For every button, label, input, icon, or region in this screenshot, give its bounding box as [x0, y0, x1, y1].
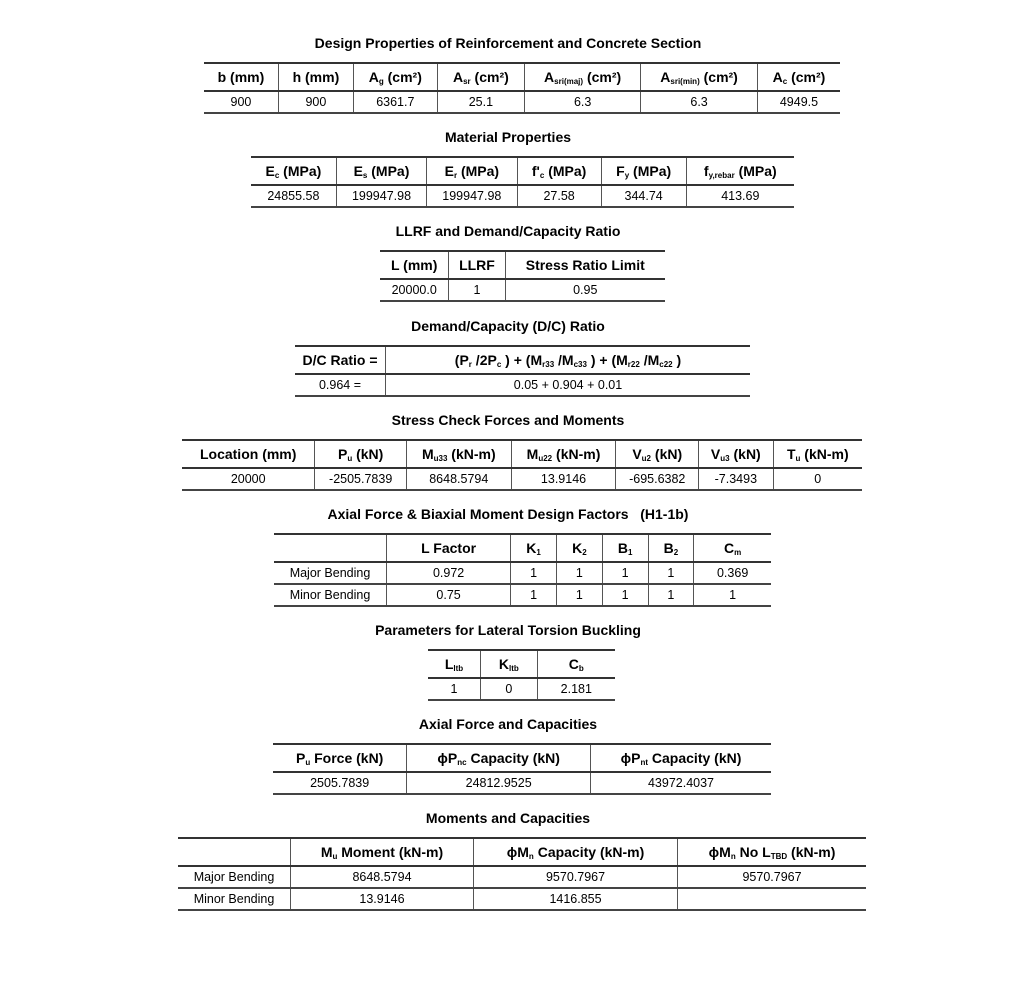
cell-pu-force: 2505.7839	[273, 772, 407, 794]
header-blank	[178, 838, 291, 866]
cell-er: 199947.98	[427, 185, 517, 207]
design-properties-title: Design Properties of Reinforcement and Concrete Section	[314, 35, 702, 51]
stress-check-table	[182, 439, 862, 491]
header-location: Location (mm)	[182, 440, 315, 468]
header-cb: $C_b$	[537, 650, 615, 678]
row-label: Minor Bending	[274, 584, 387, 606]
cell-mu33: 8648.5794	[406, 468, 511, 490]
header-mu22: $M_{u22}$ (kN-m)	[511, 440, 616, 468]
cell-b: 900	[204, 91, 278, 113]
cell-dc-formula: 0.05 + 0.904 + 0.01	[386, 374, 751, 396]
header-vu2: $V_{u2}$ (kN)	[616, 440, 699, 468]
header-l-factor: L Factor	[387, 534, 511, 562]
table-row	[182, 468, 862, 490]
cell-ec: 24855.58	[251, 185, 336, 207]
header-l: L (mm)	[380, 251, 449, 279]
header-ec: $E_c$ (MPa)	[251, 157, 336, 185]
cell-k2: 1	[556, 562, 602, 584]
axial-capacities-table	[273, 743, 771, 795]
cell-phi-mn: 9570.7967	[473, 866, 677, 888]
cell-cm: 1	[694, 584, 771, 606]
cell-ac: 4949.5	[757, 91, 840, 113]
header-k2: $K_2$	[556, 534, 602, 562]
header-phi-pnc: $\phi P_{nc}$ Capacity (kN)	[407, 744, 591, 772]
cell-l-factor: 0.75	[387, 584, 511, 606]
header-phi-mn-no-ltbd: $\phi M_n$ No $L_{TBD}$ (kN-m)	[678, 838, 866, 866]
axial-factors-title: Axial Force & Biaxial Moment Design Factors (H1-1b)	[327, 506, 689, 522]
header-stress-ratio-limit: Stress Ratio Limit	[505, 251, 665, 279]
cell-kltb: 0	[481, 678, 538, 700]
cell-b1: 1	[602, 562, 648, 584]
table-row	[251, 185, 794, 207]
cell-l: 20000.0	[380, 279, 449, 301]
header-fy: $F_y$ (MPa)	[601, 157, 686, 185]
cell-vu3: -7.3493	[699, 468, 773, 490]
header-mu33: $M_{u33}$ (kN-m)	[406, 440, 511, 468]
cell-b2: 1	[648, 584, 694, 606]
cell-fy-rebar: 413.69	[686, 185, 794, 207]
header-asr: $A_{sr}$ (cm²)	[437, 63, 524, 91]
cell-fc: 27.58	[517, 185, 601, 207]
header-kltb: $K_{ltb}$	[481, 650, 538, 678]
header-k1: $K_1$	[511, 534, 557, 562]
header-pu-force: $P_u$ Force (kN)	[273, 744, 407, 772]
row-label: Major Bending	[274, 562, 387, 584]
stress-check-title: Stress Check Forces and Moments	[391, 412, 625, 428]
cell-phi-mn-no-ltbd	[678, 888, 866, 910]
header-fy-rebar: $f_{y,rebar}$ (MPa)	[686, 157, 794, 185]
design-properties-table	[204, 62, 840, 114]
header-mu-moment: $M_u$ Moment (kN-m)	[291, 838, 474, 866]
cell-h: 900	[278, 91, 353, 113]
cell-location: 20000	[182, 468, 315, 490]
cell-vu2: -695.6382	[616, 468, 699, 490]
cell-phi-mn: 1416.855	[473, 888, 677, 910]
header-b2: $B_2$	[648, 534, 694, 562]
header-llrf: LLRF	[449, 251, 505, 279]
cell-phi-pnc: 24812.9525	[407, 772, 591, 794]
cell-k1: 1	[511, 562, 557, 584]
row-label: Minor Bending	[178, 888, 291, 910]
table-row	[295, 374, 750, 396]
header-ag: $A_g$ (cm²)	[353, 63, 437, 91]
header-tu: $T_u$ (kN-m)	[773, 440, 862, 468]
ltb-table	[428, 649, 615, 701]
header-er: $E_r$ (MPa)	[427, 157, 517, 185]
table-row	[274, 584, 771, 606]
cell-llrf: 1	[449, 279, 505, 301]
cell-mu22: 13.9146	[511, 468, 616, 490]
header-fc: $f'_c$ (MPa)	[517, 157, 601, 185]
cell-k1: 1	[511, 584, 557, 606]
header-phi-pnt: $\phi P_{nt}$ Capacity (kN)	[590, 744, 771, 772]
cell-lltb: 1	[428, 678, 481, 700]
cell-asr: 25.1	[437, 91, 524, 113]
cell-dc-ratio: 0.964 =	[295, 374, 386, 396]
table-row	[428, 678, 615, 700]
header-dc-ratio: D/C Ratio =	[295, 346, 386, 374]
header-pu: $P_u$ (kN)	[315, 440, 407, 468]
table-row	[274, 562, 771, 584]
header-b: b (mm)	[204, 63, 278, 91]
cell-asri-maj: 6.3	[525, 91, 641, 113]
header-h: h (mm)	[278, 63, 353, 91]
dc-ratio-title: Demand/Capacity (D/C) Ratio	[411, 318, 605, 334]
cell-tu: 0	[773, 468, 862, 490]
header-es: $E_s$ (MPa)	[336, 157, 426, 185]
llrf-title: LLRF and Demand/Capacity Ratio	[395, 223, 621, 239]
cell-ag: 6361.7	[353, 91, 437, 113]
cell-l-factor: 0.972	[387, 562, 511, 584]
cell-cm: 0.369	[694, 562, 771, 584]
cell-pu: -2505.7839	[315, 468, 407, 490]
header-b1: $B_1$	[602, 534, 648, 562]
header-vu3: $V_{u3}$ (kN)	[699, 440, 773, 468]
cell-cb: 2.181	[537, 678, 615, 700]
table-row	[273, 772, 771, 794]
cell-b1: 1	[602, 584, 648, 606]
cell-mu-moment: 13.9146	[291, 888, 474, 910]
header-dc-formula: ($P_r$ $/2P_c$ ) + ($M_{r33}$ $/M_{c33}$ ) + ($M_{r22}$ $/M_{c22}$ )	[386, 346, 751, 374]
header-ac: $A_c$ (cm²)	[757, 63, 840, 91]
cell-mu-moment: 8648.5794	[291, 866, 474, 888]
moments-table	[178, 837, 866, 911]
header-asri-min: $A_{sri(min)}$ (cm²)	[641, 63, 758, 91]
header-cm: $C_m$	[694, 534, 771, 562]
cell-b2: 1	[648, 562, 694, 584]
header-lltb: $L_{ltb}$	[428, 650, 481, 678]
cell-phi-mn-no-ltbd: 9570.7967	[678, 866, 866, 888]
material-properties-table	[251, 156, 794, 208]
dc-ratio-table	[295, 345, 750, 397]
cell-stress-ratio-limit: 0.95	[505, 279, 665, 301]
cell-k2: 1	[556, 584, 602, 606]
header-phi-mn: $\phi M_n$ Capacity (kN-m)	[473, 838, 677, 866]
table-row	[204, 91, 840, 113]
table-row	[178, 888, 866, 910]
llrf-table	[380, 250, 665, 302]
cell-phi-pnt: 43972.4037	[590, 772, 771, 794]
ltb-title: Parameters for Lateral Torsion Buckling	[375, 622, 641, 638]
table-row	[178, 866, 866, 888]
moments-title: Moments and Capacities	[425, 810, 591, 826]
cell-es: 199947.98	[336, 185, 426, 207]
cell-asri-min: 6.3	[641, 91, 758, 113]
table-row	[380, 279, 665, 301]
header-blank	[274, 534, 387, 562]
axial-capacities-title: Axial Force and Capacities	[418, 716, 598, 732]
header-asri-maj: $A_{sri(maj)}$ (cm²)	[525, 63, 641, 91]
cell-fy: 344.74	[601, 185, 686, 207]
axial-factors-table	[274, 533, 771, 607]
material-properties-title: Material Properties	[444, 129, 572, 145]
row-label: Major Bending	[178, 866, 291, 888]
